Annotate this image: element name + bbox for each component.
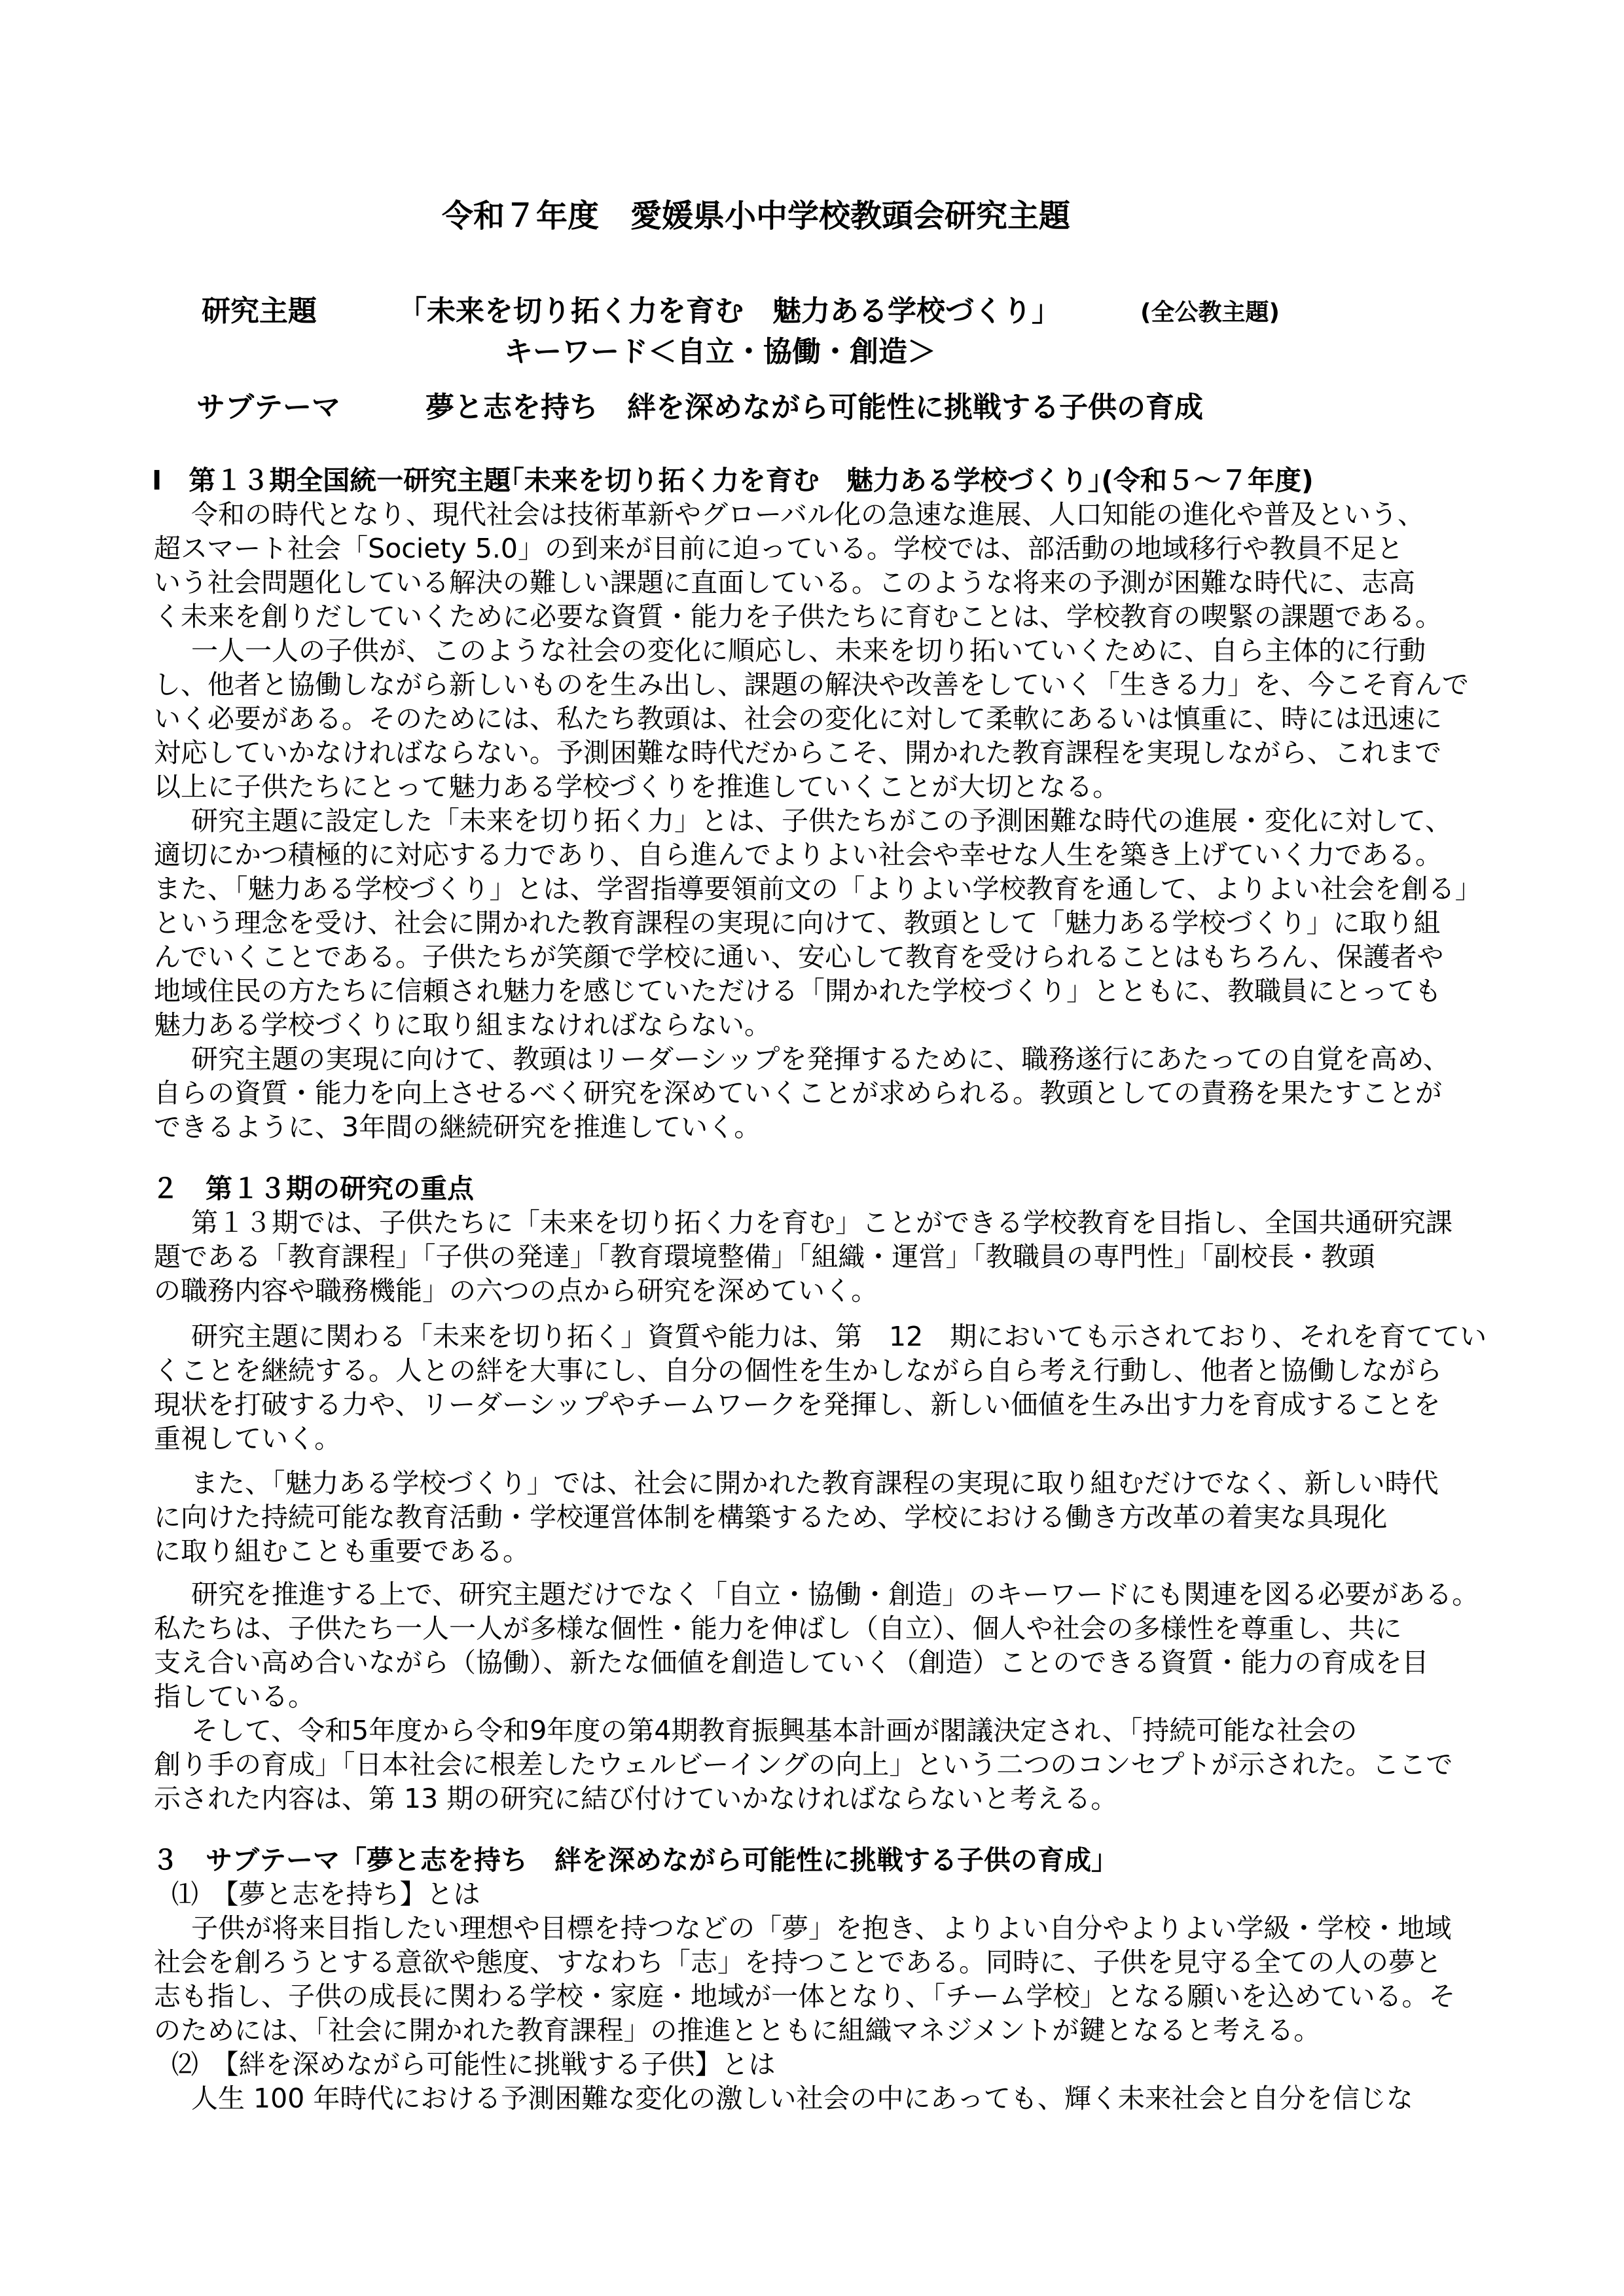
section-2-heading: ２ 第１３期の研究の重点 — [152, 1173, 474, 1204]
section-2-line: そして、令和5年度から令和9年度の第4期教育振興基本計画が閣議決定され、「持続可能な社会の — [191, 1715, 1358, 1746]
section-1-line: 一人一人の子供が、このような社会の変化に順応し、未来を切り拓いていくために、自ら主体的に行動 — [191, 635, 1426, 666]
section-2-line: の職務内容や職務機能」の六つの点から研究を深めていく。 — [154, 1275, 878, 1306]
section-1-line: 対応していかなければならない。予測困難な時代だからこそ、開かれた教育課程を実現しながら、これまで — [154, 737, 1442, 768]
section-2-line: 私たちは、子供たち一人一人が多様な個性・能力を伸ばし（自立）、個人や社会の多様性を尊重し、共に — [154, 1613, 1402, 1644]
section-2-line: 支え合い高め合いながら（協働）、新たな価値を創造していく（創造）ことのできる資質・能力の育成を目 — [154, 1647, 1429, 1678]
section-1-line: 以上に子供たちにとって魅力ある学校づくりを推進していくことが大切となる。 — [154, 771, 1120, 802]
section-2-line: に向けた持続可能な教育活動・学校運営体制を構築するため、学校における働き方改革の着実な具現化 — [154, 1501, 1388, 1533]
section-3-sub1-line: 志も指し、子供の成長に関わる学校・家庭・地域が一体となり、「チーム学校」となる願いを込めている。そ — [154, 1981, 1456, 2012]
section-3-sub1-line: のためには、「社会に開かれた教育課程」の推進とともに組織マネジメントが鍵となると考える。 — [154, 2015, 1321, 2046]
section-1-line: また、「魅力ある学校づくり」とは、学習指導要領前文の「よりよい学校教育を通して、よりよい社会を創る」 — [154, 873, 1482, 905]
section-2-line: 重視していく。 — [154, 1423, 342, 1454]
section-1-line: く未来を創りだしていくために必要な資質・能力を子供たちに育むことは、学校教育の喫緊の課題である。 — [154, 601, 1442, 632]
section-2-line: くことを継続する。人との絆を大事にし、自分の個性を生かしながら自ら考え行動し、他者と協働しながら — [154, 1355, 1442, 1386]
section-1-line: 令和の時代となり、現代社会は技術革新やグローバル化の急速な進展、人口知能の進化や普及という、 — [191, 499, 1424, 530]
theme-label: 研究主題 — [202, 295, 317, 328]
section-2-line: 創り手の育成」「日本社会に根差したウェルビーイングの向上」という二つのコンセプトが示された。ここで — [154, 1749, 1453, 1780]
section-3-sub2-line: 人生 100 年時代における予測困難な変化の激しい社会の中にあっても、輝く未来社会と自分を信じな — [191, 2083, 1413, 2114]
section-3-sub2-heading: ⑵ 【絆を深めながら可能性に挑戦する子供】とは — [171, 2049, 776, 2080]
section-3-sub1-heading: ⑴ 【夢と志を持ち】とは — [171, 1878, 480, 1910]
subtheme-value: 夢と志を持ち 絆を深めながら可能性に挑戦する子供の育成 — [425, 391, 1203, 424]
section-2-line: に取り組むことも重要である。 — [154, 1535, 530, 1567]
section-1-line: 自らの資質・能力を向上させるべく研究を深めていくことが求められる。教頭としての責務を果たすことが — [154, 1077, 1442, 1109]
section-2-line: 指している。 — [154, 1681, 315, 1712]
section-1-line: いく必要がある。そのためには、私たち教頭は、社会の変化に対して柔軟にあるいは慎重に、時には迅速に — [154, 703, 1442, 734]
section-2-line: 第１３期では、子供たちに「未来を切り拓く力を育む」ことができる学校教育を目指し、全国共通研究課 — [191, 1207, 1453, 1238]
section-1-heading: Ⅰ 第１３期全国統一研究主題｢未来を切り拓く力を育む 魅力ある学校づくり｣(令和５～７年度) — [152, 465, 1314, 496]
section-1-line: 超スマート社会「Society 5.0」の到来が目前に迫っている。学校では、部活動の地域移行や教員不足と — [154, 533, 1404, 564]
section-1-line: という理念を受け、社会に開かれた教育課程の実現に向けて、教頭として「魅力ある学校づくり」に取り組 — [154, 907, 1441, 939]
section-2-line: 研究を推進する上で、研究主題だけでなく「自立・協働・創造」のキーワードにも関連を図る必要がある。 — [191, 1579, 1479, 1610]
theme-note: (全公教主題) — [1140, 299, 1280, 326]
page-title: 令和７年度 愛媛県小中学校教頭会研究主題 — [442, 198, 1071, 234]
section-3-sub1-line: 社会を創ろうとする意欲や態度、すなわち「志」を持つことである。同時に、子供を見守る全ての人の夢と — [154, 1946, 1442, 1978]
section-1-line: できるように、3年間の継続研究を推進していく。 — [154, 1111, 761, 1143]
section-2-line: 研究主題に関わる「未来を切り拓く」資質や能力は、第 12 期においても示されており、それを育ててい — [191, 1321, 1487, 1352]
section-1-line: 地域住民の方たちに信頼され魅力を感じていただける「開かれた学校づくり」とともに、教職員にとっても — [154, 975, 1442, 1007]
section-1-line: し、他者と協働しながら新しいものを生み出し、課題の解決や改善をしていく「生きる力」を、今こそ育んで — [154, 669, 1469, 700]
section-1-line: んでいくことである。子供たちが笑顔で学校に通い、安心して教育を受けられることはもちろん、保護者や — [154, 941, 1444, 973]
theme-value: 「未来を切り拓く力を育む 魅力ある学校づくり」 — [398, 295, 1060, 328]
section-2-line: 題である「教育課程」「子供の発達」「教育環境整備」「組織・運営」「教職員の専門性」「副校長・教頭 — [154, 1241, 1375, 1272]
subtheme-label: サブテーマ — [196, 391, 340, 424]
section-1-line: 魅力ある学校づくりに取り組まなければならない。 — [154, 1009, 771, 1041]
section-2-line: また、「魅力ある学校づくり」では、社会に開かれた教育課程の実現に取り組むだけでなく、新しい時代 — [191, 1467, 1439, 1499]
section-3-sub1-line: 子供が将来目指したい理想や目標を持つなどの「夢」を抱き、よりよい自分やよりよい学級・学校・地域 — [191, 1912, 1452, 1944]
section-1-line: 適切にかつ積極的に対応する力であり、自ら進んでよりよい社会や幸せな人生を築き上げていく力である。 — [154, 839, 1442, 870]
theme-keyword: キーワード＜自立・協働・創造＞ — [504, 335, 936, 368]
section-1-line: 研究主題の実現に向けて、教頭はリーダーシップを発揮するために、職務遂行にあたっての自覚を高め、 — [191, 1043, 1450, 1075]
section-1-line: 研究主題に設定した「未来を切り拓く力」とは、子供たちがこの予測困難な時代の進展・変化に対して、 — [191, 805, 1453, 836]
section-3-heading: ３ サブテーマ「夢と志を持ち 絆を深めながら可能性に挑戦する子供の育成」 — [152, 1844, 1118, 1876]
section-2-line: 示された内容は、第 13 期の研究に結び付けていかなければならないと考える。 — [154, 1783, 1118, 1814]
section-1-line: いう社会問題化している解決の難しい課題に直面している。このような将来の予測が困難な時代に、志高 — [154, 567, 1415, 598]
section-2-line: 現状を打破する力や、リーダーシップやチームワークを発揮し、新しい価値を生み出す力を育成することを — [154, 1389, 1441, 1420]
